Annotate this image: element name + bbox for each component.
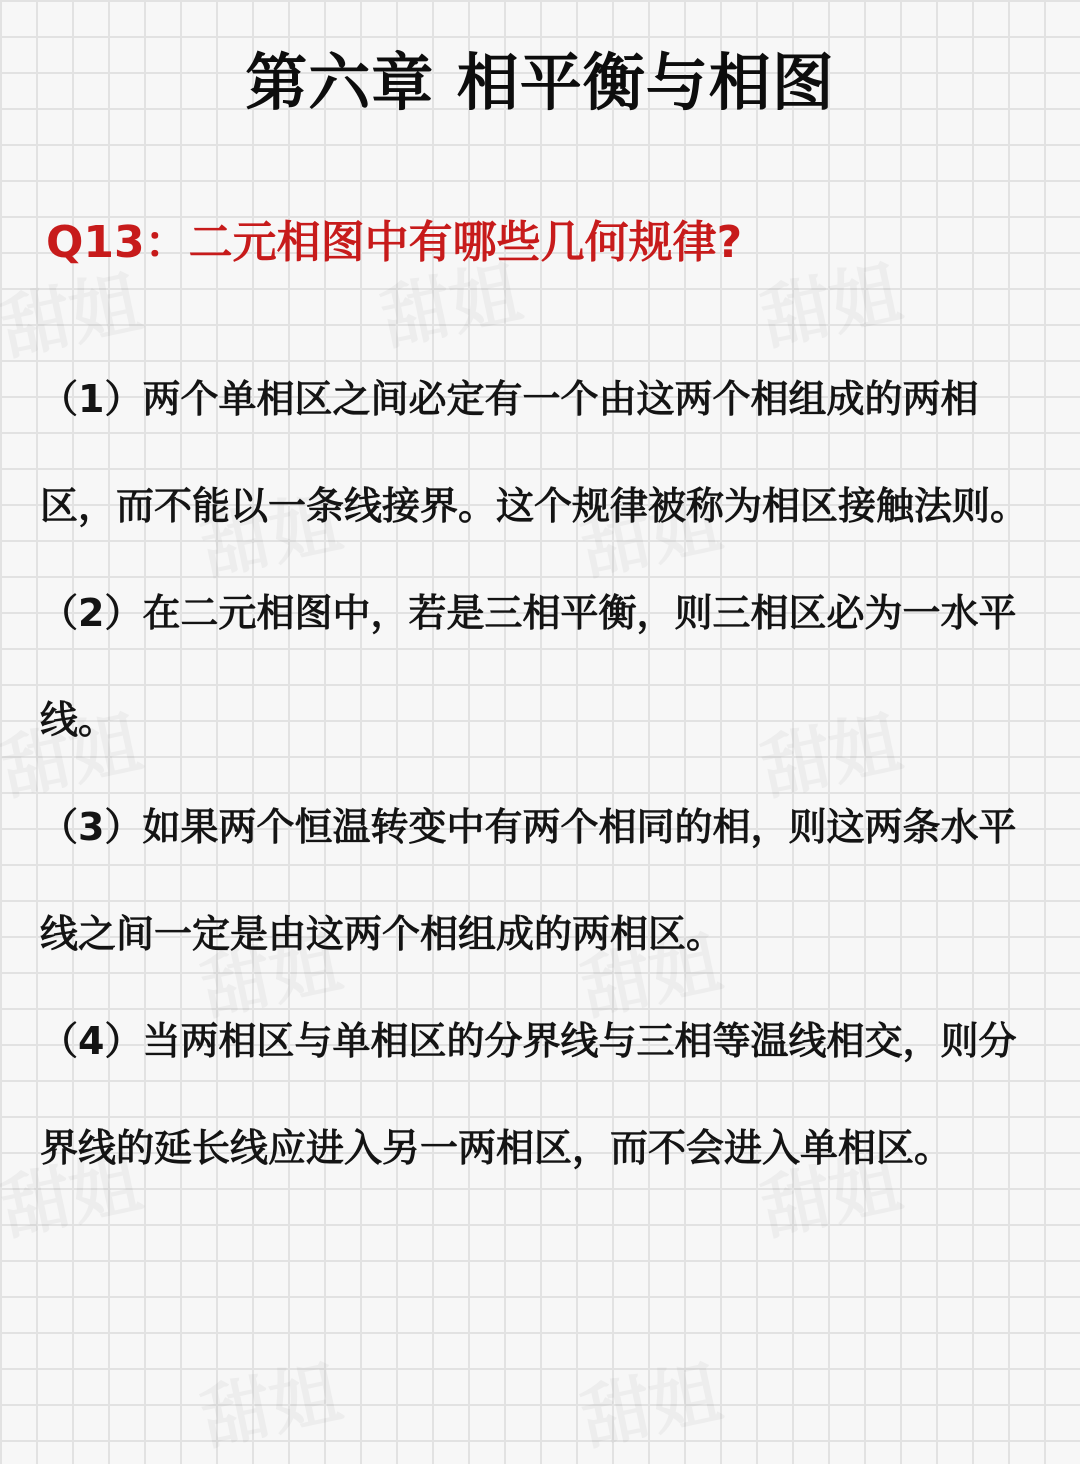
paragraph-1: （1）两个单相区之间必定有一个由这两个相组成的两相区，而不能以一条线接界。这个规律被称为相区接触法则。 <box>40 377 1029 528</box>
answer-content <box>40 346 1050 1202</box>
page-title: 第六章 相平衡与相图 <box>245 46 835 119</box>
watermark <box>191 1337 349 1464</box>
paragraph-3: （3）如果两个恒温转变中有两个相同的相，则这两条水平线之间一定是由这两个相组成的两相区。 <box>40 805 1017 956</box>
paragraph-4: （4）当两相区与单相区的分界线与三相等温线相交，则分界线的延长线应进入另一两相区，而不会进入单相区。 <box>40 1019 1017 1170</box>
watermark <box>571 1337 729 1464</box>
question-heading: Q13：二元相图中有哪些几何规律? <box>46 217 743 268</box>
paragraph-2: （2）在二元相图中，若是三相平衡，则三相区必为一水平线。 <box>40 591 1017 742</box>
